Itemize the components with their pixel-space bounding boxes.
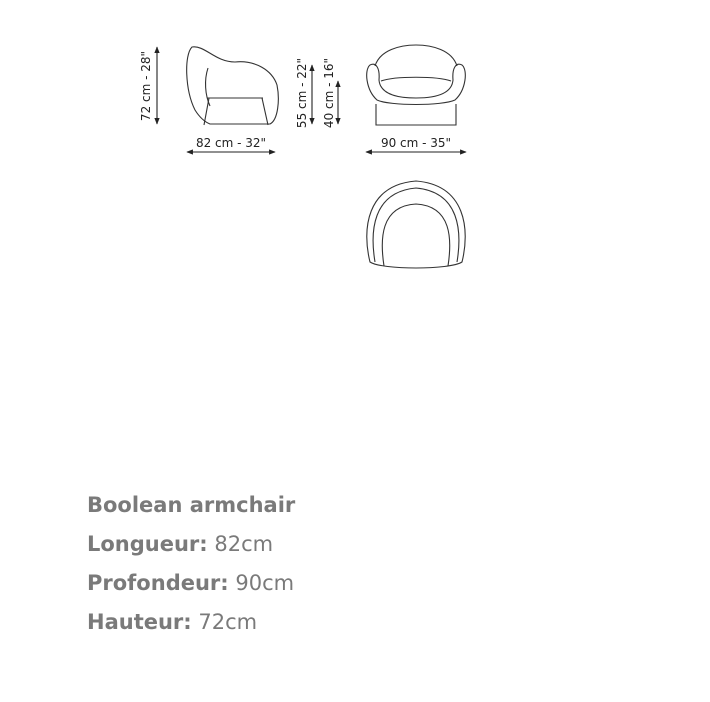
length-label: 82 cm - 32" [195, 136, 267, 150]
spec-label: Hauteur: [87, 610, 192, 634]
front-view-armchair [367, 45, 466, 125]
spec-length [87, 525, 295, 564]
top-view-armchair [367, 181, 465, 268]
product-info [87, 486, 295, 642]
spec-value: 90cm [235, 571, 295, 595]
spec-value: 72cm [198, 610, 258, 634]
spec-value: 82cm [214, 532, 274, 556]
product-name: Boolean armchair [87, 493, 296, 517]
side-view-armchair [187, 47, 279, 125]
spec-depth [87, 564, 295, 603]
armchair-dimension-drawing [0, 0, 710, 300]
armrest-height-label: 55 cm - 22" [295, 57, 309, 129]
seat-height-label: 40 cm - 16" [322, 57, 336, 129]
spec-label: Profondeur: [87, 571, 229, 595]
spec-height [87, 603, 295, 642]
width-label: 90 cm - 35" [380, 136, 452, 150]
height-label: 72 cm - 28" [139, 50, 153, 122]
spec-label: Longueur: [87, 532, 208, 556]
